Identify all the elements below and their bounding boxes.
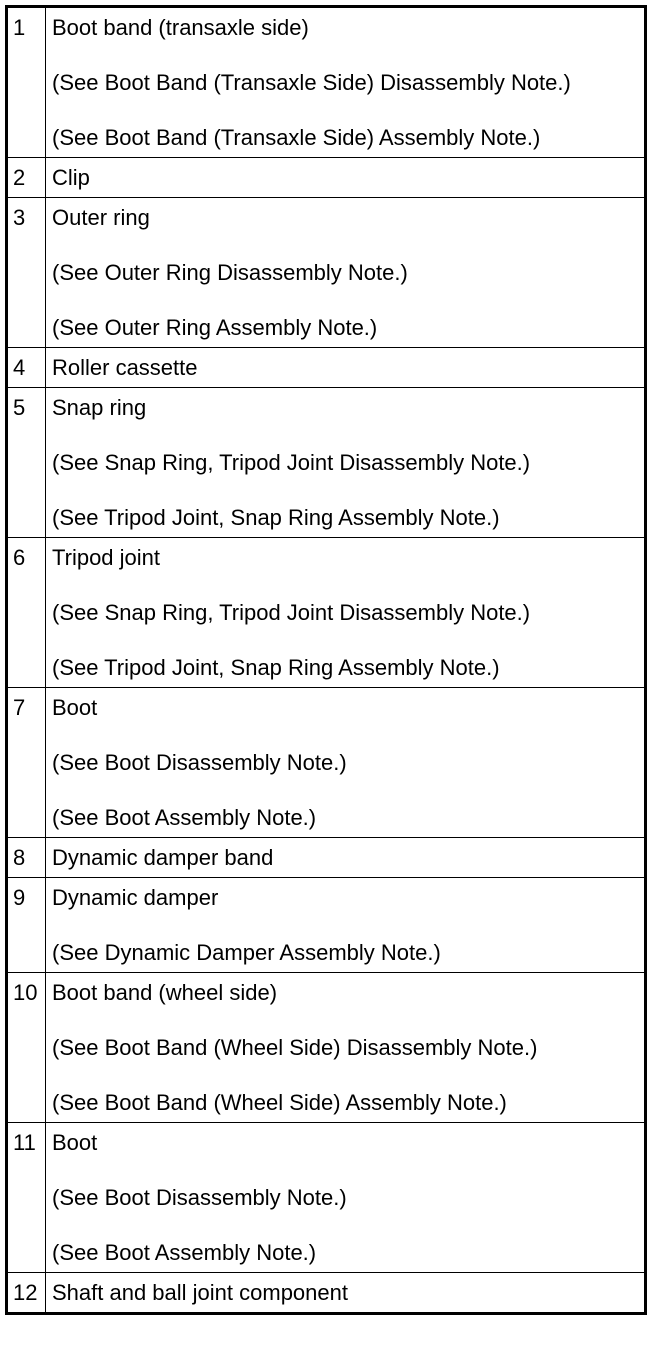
part-name: Roller cassette xyxy=(52,355,198,380)
part-description xyxy=(46,973,644,1122)
table-row xyxy=(8,347,644,387)
part-note: (See Tripod Joint, Snap Ring Assembly Note.) xyxy=(52,505,500,530)
table-row xyxy=(8,837,644,877)
part-description xyxy=(46,1273,644,1312)
part-note: (See Outer Ring Disassembly Note.) xyxy=(52,260,408,285)
table-row xyxy=(8,1272,644,1312)
part-description xyxy=(46,878,644,972)
table-row xyxy=(8,877,644,972)
table-row xyxy=(8,387,644,537)
part-name: Boot band (transaxle side) xyxy=(52,15,309,40)
part-number: 10 xyxy=(8,973,46,1122)
part-number: 11 xyxy=(8,1123,46,1272)
part-description xyxy=(46,688,644,837)
part-note: (See Outer Ring Assembly Note.) xyxy=(52,315,378,340)
part-description xyxy=(46,538,644,687)
part-note: (See Boot Band (Transaxle Side) Disassembly Note.) xyxy=(52,70,571,95)
part-note: (See Boot Band (Transaxle Side) Assembly Note.) xyxy=(52,125,541,150)
part-name: Boot xyxy=(52,1130,98,1155)
part-note: (See Boot Assembly Note.) xyxy=(52,805,317,830)
part-description xyxy=(46,8,644,157)
table-row xyxy=(8,1122,644,1272)
part-note: (See Boot Disassembly Note.) xyxy=(52,1185,347,1210)
table-row xyxy=(8,8,644,157)
part-description xyxy=(46,388,644,537)
part-name: Boot xyxy=(52,695,98,720)
part-note: (See Boot Band (Wheel Side) Assembly Note.) xyxy=(52,1090,507,1115)
part-number: 8 xyxy=(8,838,46,877)
part-number: 9 xyxy=(8,878,46,972)
part-name: Clip xyxy=(52,165,90,190)
part-note: (See Boot Band (Wheel Side) Disassembly Note.) xyxy=(52,1035,538,1060)
part-description xyxy=(46,1123,644,1272)
table-row xyxy=(8,197,644,347)
part-number: 12 xyxy=(8,1273,46,1312)
part-number: 3 xyxy=(8,198,46,347)
part-note: (See Boot Disassembly Note.) xyxy=(52,750,347,775)
part-name: Snap ring xyxy=(52,395,147,420)
table-row xyxy=(8,157,644,197)
part-description xyxy=(46,198,644,347)
parts-table xyxy=(5,5,647,1315)
part-name: Tripod joint xyxy=(52,545,161,570)
part-name: Outer ring xyxy=(52,205,150,230)
part-note: (See Snap Ring, Tripod Joint Disassembly Note.) xyxy=(52,450,531,475)
table-row xyxy=(8,687,644,837)
part-number: 4 xyxy=(8,348,46,387)
part-description xyxy=(46,838,644,877)
part-number: 1 xyxy=(8,8,46,157)
part-note: (See Dynamic Damper Assembly Note.) xyxy=(52,940,441,965)
part-note: (See Snap Ring, Tripod Joint Disassembly Note.) xyxy=(52,600,531,625)
part-name: Boot band (wheel side) xyxy=(52,980,278,1005)
table-row xyxy=(8,972,644,1122)
table-row xyxy=(8,537,644,687)
part-name: Dynamic damper xyxy=(52,885,219,910)
part-number: 7 xyxy=(8,688,46,837)
part-name: Dynamic damper band xyxy=(52,845,274,870)
part-number: 5 xyxy=(8,388,46,537)
part-number: 6 xyxy=(8,538,46,687)
part-name: Shaft and ball joint component xyxy=(52,1280,348,1305)
part-description xyxy=(46,158,644,197)
part-note: (See Tripod Joint, Snap Ring Assembly Note.) xyxy=(52,655,500,680)
part-description xyxy=(46,348,644,387)
part-number: 2 xyxy=(8,158,46,197)
part-note: (See Boot Assembly Note.) xyxy=(52,1240,317,1265)
